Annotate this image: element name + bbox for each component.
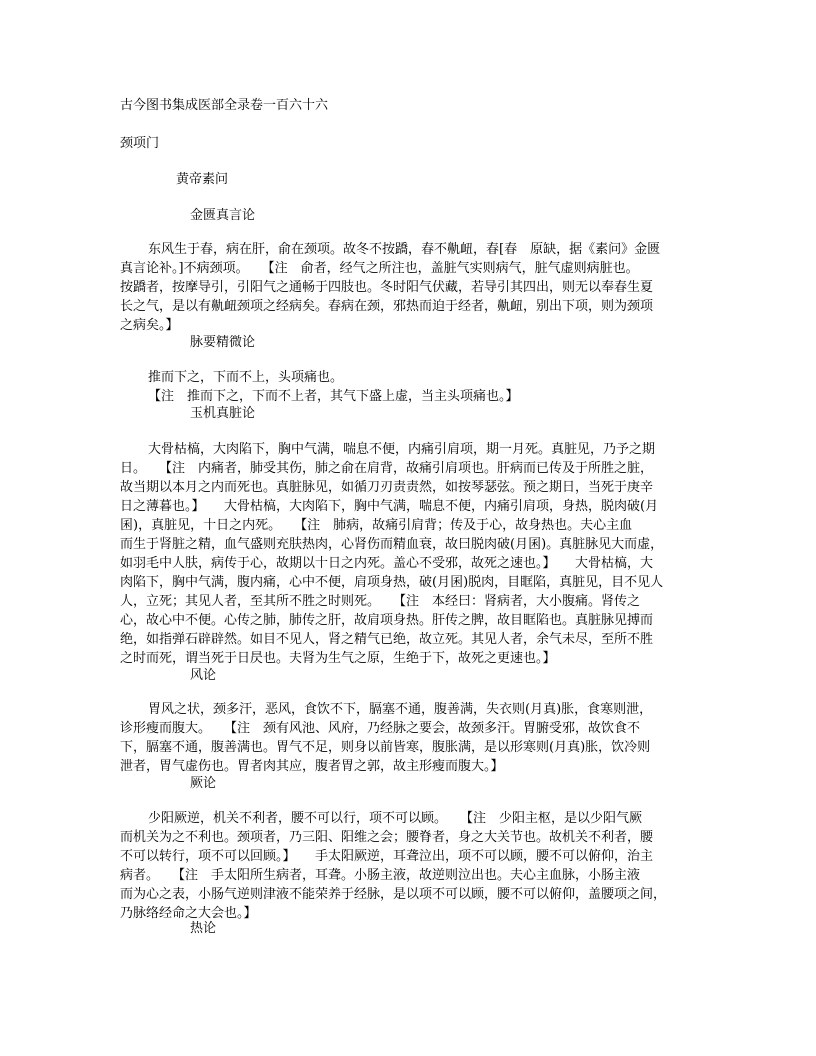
text-line: 之病矣。】 bbox=[120, 318, 179, 333]
chapter-heading-mai-yao: 脉要精微论 bbox=[190, 335, 256, 350]
book-title: 古今图书集成医部全录卷一百六十六 bbox=[120, 98, 329, 113]
text-line: 而为心之表，小肠气逆则津液不能荣养于经脉，是以项不可以顾，腰不可以俯仰，盖腰项之间， bbox=[120, 887, 667, 902]
text-line: 病者。 【注 手太阳所生病者，耳聋。小肠主液，故逆则泣出也。夫心主血脉，小肠主液 bbox=[120, 868, 641, 883]
text-line: 真言论补。]不病颈项。 【注 俞者，经气之所注也，盖脏气实则病气，脏气虚则病脏也。 bbox=[120, 261, 639, 276]
text-line: 之时而死，谓当死于日昃也。夫肾为生气之原，生绝于下，故死之更速也。】 bbox=[120, 651, 556, 666]
text-line: 而生于肾脏之精，血气盛则充肤热肉，心肾伤而精血衰，故曰脱肉破(月囷)。真脏脉见大而虚， bbox=[120, 537, 664, 552]
chapter-heading-jin-kui: 金匮真言论 bbox=[190, 208, 256, 223]
text-line: 日。 【注 内痛者，肺受其伤，肺之俞在肩背，故痛引肩项也。肝病而已传及于所胜之脏， bbox=[120, 461, 654, 476]
text-line: 故当期以本月之内而死也。真脏脉见，如循刀刃责责然，如按琴瑟弦。预之期日，当死于庚辛 bbox=[120, 480, 654, 495]
text-line: 少阳厥逆，机关不利者，腰不可以行，项不可以顾。 【注 少阳主枢，是以少阳气厥 bbox=[148, 811, 643, 826]
text-line: 不可以转行，项不可以回顾。】 手太阳厥逆，耳聋泣出，项不可以顾，腰不可以俯仰，治主 bbox=[120, 849, 654, 864]
chapter-heading-re: 热论 bbox=[190, 921, 217, 936]
chapter-heading-yu-ji: 玉机真脏论 bbox=[190, 406, 256, 421]
text-line: 肉陷下，胸中气满，腹内痛，心中不便，肩项身热，破(月囷)脱肉，目眶陷，真脏见，目不见人 bbox=[120, 575, 664, 590]
text-line: 诊形瘦而腹大。 【注 颈有风池、风府，乃经脉之要会，故颈多汗。胃腑受邪，故饮食不 bbox=[120, 721, 641, 736]
text-line: 胃风之状，颈多汗，恶风，食饮不下，膈塞不通，腹善满，失衣则(月真)胀，食寒则泄， bbox=[148, 702, 653, 717]
text-line: 泄者，胃气虚伤也。胃者肉其应，腹者胃之郭，故主形瘦而腹大。】 bbox=[120, 759, 504, 774]
text-line: 大骨枯槁，大肉陷下，胸中气满，喘息不便，内痛引肩项，期一月死。真脏见，乃予之期 bbox=[148, 442, 656, 457]
chapter-heading-jue: 厥论 bbox=[190, 776, 217, 791]
source-title: 黄帝素问 bbox=[176, 172, 229, 187]
text-line: 日之薄暮也。】 大骨枯槁，大肉陷下，胸中气满，喘息不便，内痛引肩项，身热，脱肉破(月 bbox=[120, 499, 659, 514]
text-line: 东风生于春，病在肝，俞在颈项。故冬不按蹻，春不鼽衄，春[春 原缺，据《素问》金匮 bbox=[148, 242, 661, 257]
text-line: 下，膈塞不通，腹善满也。胃气不足，则身以前皆寒，腹胀满，是以形寒则(月真)胀，饮冷则 bbox=[120, 740, 651, 755]
text-line: 推而下之，下而不上，头项痛也。 bbox=[148, 370, 344, 385]
text-line: 人，立死；其见人者，至其所不胜之时则死。 【注 本经曰：肾病者，大小腹痛。肾传之 bbox=[120, 594, 641, 609]
text-line: 长之气，是以有鼽衄颈项之经病矣。春病在颈，邪热而迫于经者，鼽衄，别出下项，则为颈项 bbox=[120, 299, 654, 314]
section-title: 颈项门 bbox=[120, 136, 160, 151]
text-line: 而机关为之不利也。颈项者，乃三阳、阳维之会；腰脊者，身之大关节也。故机关不利者，腰 bbox=[120, 830, 654, 845]
text-line: 如羽毛中人肤，病传于心，故期以十日之内死。盖心不受邪，故死之速也。】 大骨枯槁，大 bbox=[120, 556, 654, 571]
text-line: 绝，如指弹石辟辟然。如目不见人，肾之精气已绝，故立死。其见人者，余气未尽，至所不胜 bbox=[120, 632, 654, 647]
text-line: 心，故心中不便。心传之肺，肺传之肝，故肩项身热。肝传之脾，故目眶陷也。真脏脉见搏而 bbox=[120, 613, 654, 628]
text-line: 按蹻者，按摩导引，引阳气之通畅于四肢也。冬时阳气伏藏，若导引其四出，则无以奉春生夏 bbox=[120, 280, 654, 295]
text-line: 【注 推而下之，下而不上者，其气下盛上虚，当主头项痛也。】 bbox=[148, 389, 519, 404]
text-line: 囷)，真脏见，十日之内死。 【注 肺病，故痛引肩背；传及于心，故身热也。夫心主血 bbox=[120, 518, 633, 533]
chapter-heading-feng: 风论 bbox=[190, 668, 217, 683]
text-line: 乃脉络经命之大会也。】 bbox=[120, 906, 257, 921]
